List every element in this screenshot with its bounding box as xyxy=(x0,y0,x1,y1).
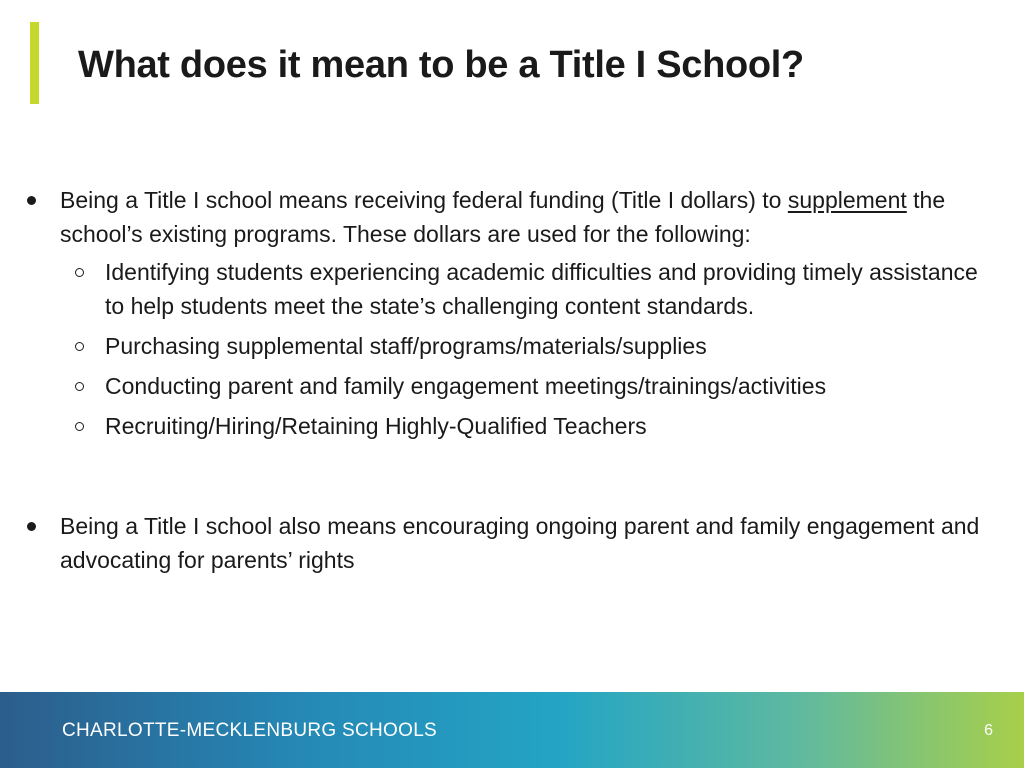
underlined-term: supplement xyxy=(787,187,907,213)
bullet-ring-icon xyxy=(75,422,84,431)
bullet-ring-icon xyxy=(75,268,84,277)
sub-bullet-item xyxy=(60,329,994,363)
bullet-dot-icon xyxy=(27,522,36,531)
bullet-text-end: the school’s existing programs. These dollars are used for the following: xyxy=(60,187,946,247)
footer-banner xyxy=(0,692,1024,768)
sub-bullet-text: Recruiting/Hiring/Retaining Highly-Qualified Teachers xyxy=(105,413,647,439)
bullet-ring-icon xyxy=(75,382,84,391)
bullet-list xyxy=(24,183,994,577)
sub-bullet-item xyxy=(60,255,994,323)
slide-content xyxy=(24,183,994,577)
sub-bullet-list xyxy=(60,255,994,443)
sub-bullet-text: Identifying students experiencing academic difficulties and providing timely assistance to help students meet the state’s challenging content standards. xyxy=(105,259,978,319)
sub-bullet-text: Purchasing supplemental staff/programs/materials/supplies xyxy=(105,333,707,359)
bullet-dot-icon xyxy=(27,196,36,205)
bullet-ring-icon xyxy=(75,342,84,351)
sub-bullet-text: Conducting parent and family engagement meetings/trainings/activities xyxy=(105,373,827,399)
page-number: 6 xyxy=(984,722,993,739)
sub-bullet-item xyxy=(60,409,994,443)
bullet-text-start: Being a Title I school means receiving federal funding (Title I dollars) to xyxy=(60,187,788,213)
slide-title: What does it mean to be a Title I School? xyxy=(78,44,804,86)
title-accent-bar xyxy=(30,22,39,104)
footer-brand: CHARLOTTE-MECKLENBURG SCHOOLS xyxy=(62,720,438,741)
bullet-item-funding xyxy=(24,183,994,443)
bullet-text: Being a Title I school also means encouraging ongoing parent and family engagement and advocating for parents’ rights xyxy=(60,513,980,573)
bullet-item-engagement xyxy=(24,509,994,577)
sub-bullet-item xyxy=(60,369,994,403)
